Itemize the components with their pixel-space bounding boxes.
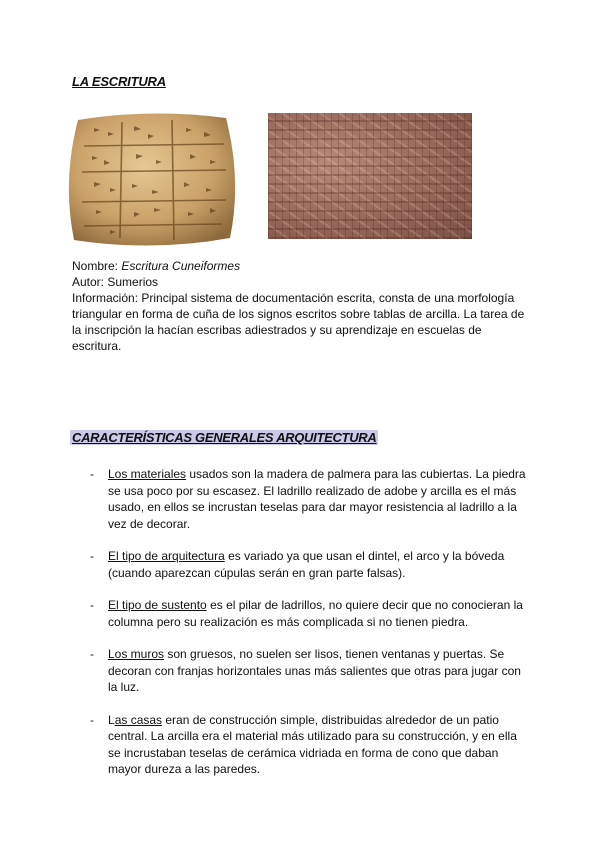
section-title-escritura: LA ESCRITURA: [72, 74, 166, 89]
cuneiform-inscription-image: [268, 113, 472, 239]
list-item: - Los materiales usados son la madera de palmera para las cubiertas. La piedra se usa poco por su escasez. El ladrillo realizado de adobe y arcilla es el más usado, en ellos se incrustan teselas para dar mayor resistencia al ladrillo a la vez de decorar.: [72, 466, 532, 532]
characteristics-list: [72, 466, 532, 794]
nombre-line: Nombre: Escritura Cuneiformes: [72, 259, 241, 273]
list-item: - El tipo de sustento es el pilar de ladrillos, no quiere decir que no conocieran la columna pero su realización es más complicada si no tienen piedra.: [72, 597, 532, 630]
autor-line: Autor: Sumerios: [72, 275, 159, 289]
info-block: [72, 258, 532, 354]
cuneiform-tablet-image: [64, 110, 240, 250]
section-title-arquitectura: CARACTERÍSTICAS GENERALES ARQUITECTURA: [72, 430, 377, 445]
list-item: - El tipo de arquitectura es variado ya que usan el dintel, el arco y la bóveda (cuando aparezcan cúpulas serán en gran parte falsas).: [72, 548, 532, 581]
list-item: - Los muros son gruesos, no suelen ser lisos, tienen ventanas y puertas. Se decoran con franjas horizontales unas más salientes que otras para jugar con la luz.: [72, 646, 532, 696]
list-item: - Las casas eran de construcción simple, distribuidas alrededor de un patio central. La arcilla era el material más utilizado para su construcción, y en ella se incrustaban teselas de cerámica vidriada en forma de cono que daban mayor dureza a las paredes.: [72, 712, 532, 778]
informacion-paragraph: Información: Principal sistema de documentación escrita, consta de una morfología triangular en forma de cuña de los signos escritos sobre tablas de arcilla. La tarea de la inscripción la hacían escribas adiestrados y su aprendizaje en escuelas de escritura.: [72, 291, 525, 353]
